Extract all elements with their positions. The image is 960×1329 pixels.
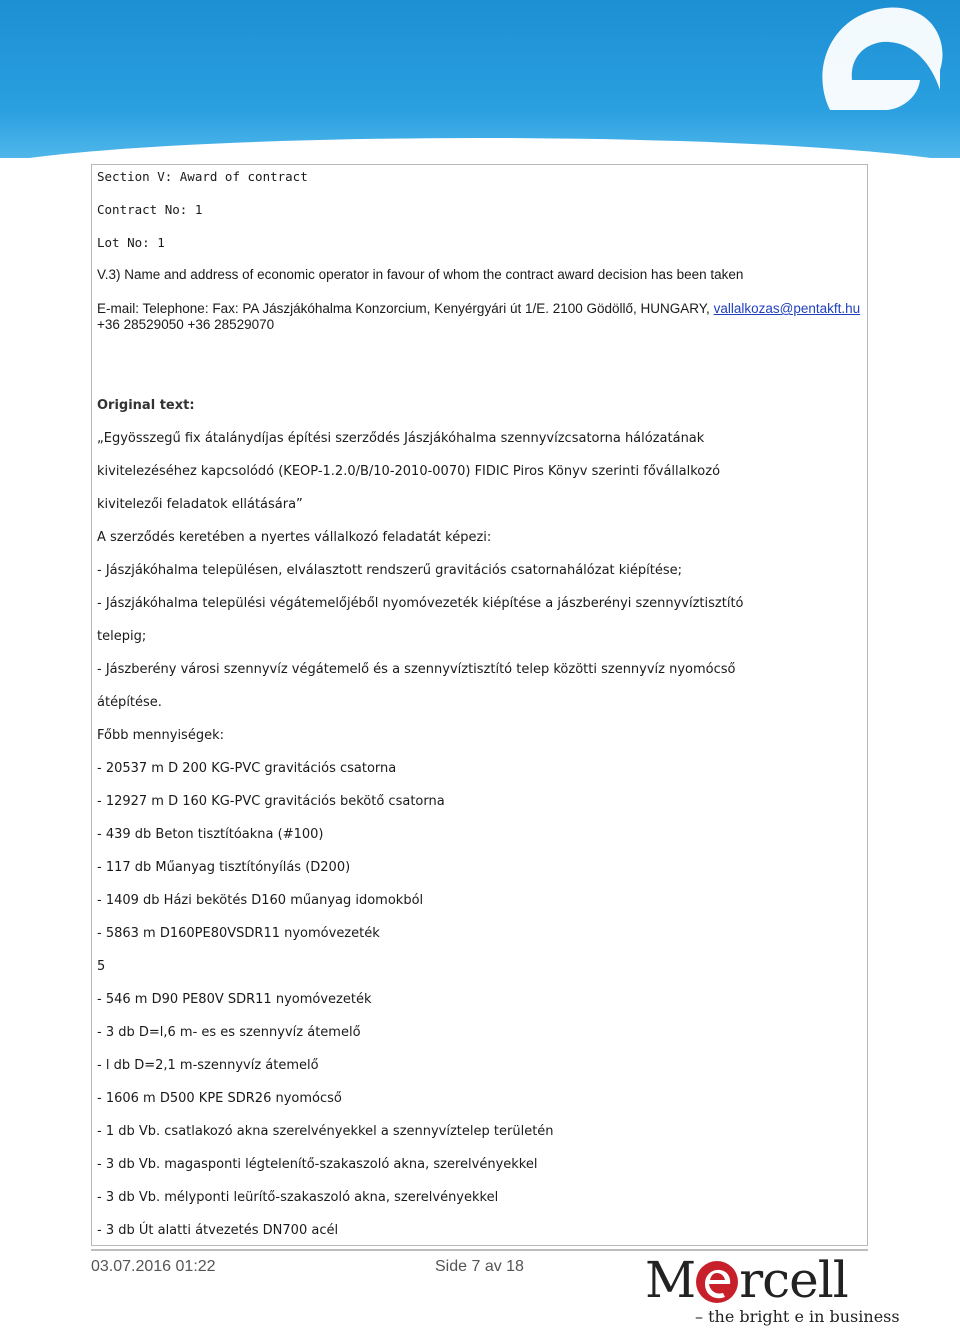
body-line: A szerződés keretében a nyertes vállalkozó feladatát képezi: (97, 530, 492, 545)
contract-number: Contract No: 1 (97, 202, 203, 217)
quantity-item: - 1606 m D500 KPE SDR26 nyomócső (97, 1091, 342, 1106)
quantity-item: - 1 db Vb. csatlakozó akna szerelvényekkel a szennyvíztelep területén (97, 1124, 554, 1139)
quantity-item: - 20537 m D 200 KG-PVC gravitációs csatorna (97, 761, 397, 776)
body-line: telepig; (97, 629, 147, 644)
body-line: - Jászjákóhalma települési végátemelőjéből nyomóvezeték kiépítése a jászberényi szennyvíztisztító (97, 596, 744, 611)
footer-datetime: 03.07.2016 01:22 (91, 1258, 216, 1275)
v3-heading: V.3) Name and address of economic operator in favour of whom the contract award decision has been taken (97, 267, 744, 282)
marcell-logo (645, 1250, 900, 1329)
contact-details: E-mail: Telephone: Fax: PA Jászjákóhalma Konzorcium, Kenyérgyári út 1/E. 2100 Gödöllő, HUNGARY, (97, 301, 710, 316)
quantity-item: - 546 m D90 PE80V SDR11 nyomóvezeték (97, 992, 372, 1007)
quantity-item: - 117 db Műanyag tisztítónyílás (D200) (97, 860, 351, 875)
quantity-item: - 12927 m D 160 KG-PVC gravitációs bekötő csatorna (97, 794, 445, 809)
body-line: - Jászberény városi szennyvíz végátemelő és a szennyvíztisztító telep közötti szennyvíz nyomócső (97, 662, 736, 677)
quantity-item: - 5863 m D160PE80VSDR11 nyomóvezeték (97, 926, 380, 941)
quantity-item: - l db D=2,1 m-szennyvíz átemelő (97, 1058, 319, 1073)
quantity-item: - 3 db D=l,6 m- es es szennyvíz átemelő (97, 1025, 361, 1040)
quantities-heading: Főbb mennyiségek: (97, 728, 224, 743)
brand-letters-rest: rcell (739, 1251, 848, 1309)
brand-tagline: – the bright e in business (695, 1307, 900, 1326)
quantity-item: - 3 db Vb. mélyponti leürítő-szakaszoló akna, szerelvényekkel (97, 1190, 499, 1205)
quantity-item: - 1409 db Házi bekötés D160 műanyag idomokból (97, 893, 424, 908)
contact-line (97, 301, 860, 317)
body-line: átépítése. (97, 695, 162, 710)
lot-number: Lot No: 1 (97, 235, 165, 250)
section-title: Section V: Award of contract (97, 169, 308, 184)
header-banner (0, 0, 960, 158)
phone-numbers: +36 28529050 +36 28529070 (97, 317, 275, 332)
body-line: kivitelezéséhez kapcsolódó (KEOP-1.2.0/B/10-2010-0070) FIDIC Piros Könyv szerinti fővállalkozó (97, 464, 721, 479)
body-line: - Jászjákóhalma településen, elválasztott rendszerű gravitációs csatornahálózat kiépítése; (97, 563, 683, 578)
brand-e-icon (695, 1260, 739, 1304)
body-line: kivitelezői feladatok ellátására” (97, 497, 303, 512)
body-line: „Egyösszegű fix átalánydíjas építési szerződés Jászjákóhalma szennyvízcsatorna hálózatának (97, 431, 705, 446)
email-link[interactable]: vallalkozas@pentakft.hu (713, 301, 861, 316)
brand-wordmark (645, 1250, 848, 1310)
brand-letter-m: M (645, 1251, 696, 1309)
quantity-item: - 439 db Beton tisztítóakna (#100) (97, 827, 324, 842)
page-number-artifact: 5 (97, 959, 106, 974)
original-text-label: Original text: (97, 398, 195, 413)
quantity-item: - 3 db Út alatti átvezetés DN700 acél (97, 1223, 339, 1238)
quantity-item: - 3 db Vb. magasponti légtelenítő-szakaszoló akna, szerelvényekkel (97, 1157, 538, 1172)
footer-page-number: Side 7 av 18 (435, 1258, 524, 1275)
e-logo-icon (790, 0, 950, 110)
